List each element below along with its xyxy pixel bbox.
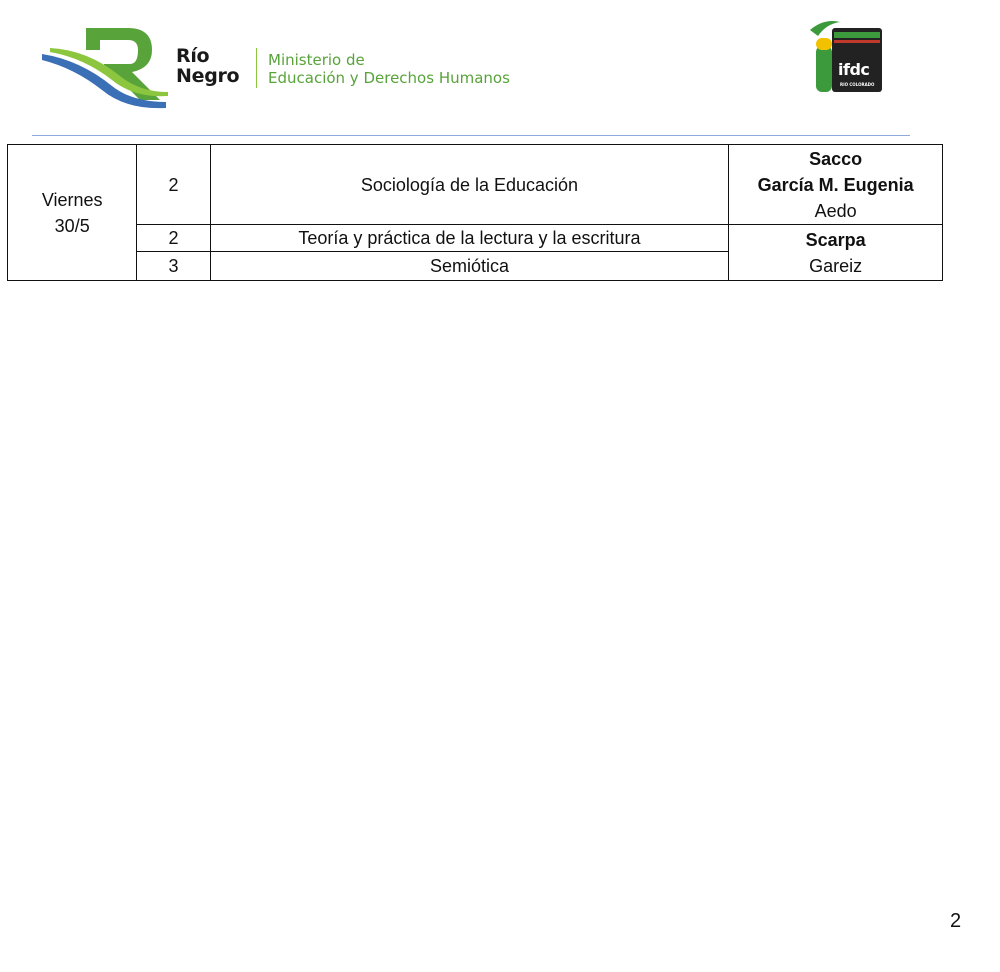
subject-cell: Sociología de la Educación [210, 145, 729, 225]
year-cell: 2 [137, 145, 210, 225]
day-date: 30/5 [54, 215, 90, 236]
ministry-name-line1: Ministerio de [268, 51, 365, 69]
professor-name: García M. Eugenia [757, 174, 914, 195]
day-name: Viernes [41, 189, 103, 210]
professor-cell [729, 225, 943, 281]
page-header [0, 0, 1000, 140]
professor-cell [729, 145, 943, 225]
subject-cell: Semiótica [210, 252, 729, 281]
ifdc-text: ifdc [838, 60, 870, 79]
ministry-name-line2: Educación y Derechos Humanos [268, 69, 510, 87]
logo-divider [256, 48, 257, 88]
professor-name: Scarpa [805, 229, 866, 250]
ifdc-subtitle: RIO COLORADO [840, 82, 875, 87]
schedule-table [7, 144, 943, 281]
rio-negro-name-line2: Negro [176, 65, 240, 87]
table-row [8, 145, 943, 225]
professor-name: Sacco [809, 148, 863, 169]
ministry-name [268, 51, 510, 87]
table-row [8, 225, 943, 252]
page-number: 2 [950, 910, 962, 932]
year-cell: 2 [137, 225, 210, 252]
professor-name: Gareiz [809, 255, 863, 276]
rio-negro-name-line1: Río [176, 45, 210, 67]
rio-negro-logo [40, 20, 540, 110]
rio-negro-emblem [40, 20, 175, 110]
day-cell [8, 145, 137, 281]
year-cell: 3 [137, 252, 210, 281]
professor-name: Aedo [814, 200, 857, 221]
rio-negro-name [176, 46, 239, 86]
subject-cell: Teoría y práctica de la lectura y la escritura [210, 225, 729, 252]
ifdc-logo [806, 18, 886, 98]
header-divider [32, 135, 910, 136]
